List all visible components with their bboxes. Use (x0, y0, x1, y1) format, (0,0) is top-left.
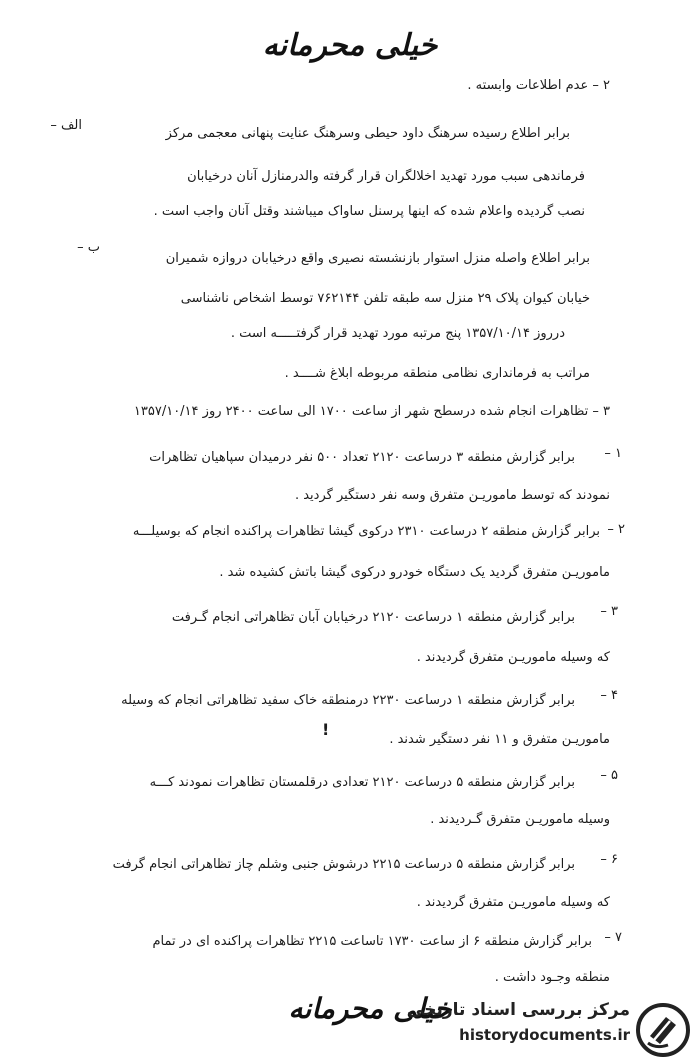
watermark (407, 1000, 630, 1044)
item-marker-2: ۲ – (607, 522, 625, 537)
classification-footer: خیلی محرمانه (288, 992, 452, 1025)
text-line: خیابان کیوان پلاک ۲۹ منزل سه طبقه تلفن ۷۶۲۱۴۴ توسط اشخاص ناشناسی (180, 291, 590, 306)
text-line: برابر گزارش منطقه ۱ درساعت ۲۲۳۰ درمنطقه خاک سفید تظاهراتی انجام که وسیله (121, 693, 575, 708)
text-line: که وسیله ماموریـن متفرق گردیدند . (416, 895, 610, 910)
text-line: برابر گزارش منطقه ۶ از ساعت ۱۷۳۰ تاساعت ۲۲۱۵ تظاهرات پراکنده ای در تمام (152, 934, 592, 949)
handwritten-mark: ! (322, 720, 330, 739)
item-marker-1: ۱ – (604, 446, 622, 461)
item-marker-4: ۴ – (600, 688, 618, 703)
text-line: مراتب به فرمانداری نظامی منطقه مربوطه ابلاغ شــــد . (284, 366, 590, 381)
text-line: نمودند که توسط ماموریـن متفرق وسه نفر دستگیر گردید . (294, 488, 610, 503)
text-line: برابر اطلاع رسیده سرهنگ داود حیطی وسرهنگ عنایت پنهانی معجمی مرکز (165, 126, 570, 141)
text-line: درروز ۱۳۵۷/۱۰/۱۴ پنج مرتبه مورد تهدید قرار گرفتـــــه است . (230, 326, 565, 341)
text-line: وسیله ماموریـن متفرق گـردیدند . (430, 812, 610, 827)
watermark-url: historydocuments.ir (459, 1026, 630, 1044)
section2-heading: ۲ – عدم اطلاعات وابسته . (467, 78, 610, 93)
text-line: برابر گزارش منطقه ۱ درساعت ۲۱۲۰ درخیابان آبان تظاهراتی انجام گـرفت (171, 610, 575, 625)
item-marker-alef: الف – (50, 118, 82, 133)
text-line: برابر اطلاع واصله منزل استوار بازنشسته نصیری واقع درخیابان دروازه شمیران (165, 251, 590, 266)
section3-heading: ۳ – تظاهرات انجام شده درسطح شهر از ساعت ۱۷۰۰ الی ساعت ۲۴۰۰ روز ۱۳۵۷/۱۰/۱۴ (133, 404, 610, 419)
text-line: برابر گزارش منطقه ۵ درساعت ۲۲۱۵ درشوش جنبی وشلم چاز تظاهراتی انجام گرفت (112, 857, 575, 872)
item-marker-7: ۷ – (604, 930, 622, 945)
item-marker-3: ۳ – (600, 604, 618, 619)
item-marker-6: ۶ – (600, 852, 618, 867)
text-line: برابر گزارش منطقه ۲ درساعت ۲۳۱۰ درکوی گیشا تظاهرات پراکنده انجام که بوسیلـــه (132, 524, 600, 539)
text-line: فرماندهی سبب مورد تهدید اخلالگران قرار گرفته والدرمنازل آنان درخیابان (187, 169, 585, 184)
text-line: نصب گردیده واعلام شده که اینها پرسنل ساواک میباشند وقتل آنان واجب است . (153, 204, 585, 219)
text-line: منطقه وجـود داشت . (494, 970, 610, 985)
classification-title: خیلی محرمانه (262, 28, 438, 63)
watermark-logo-icon (636, 1003, 690, 1057)
text-line: برابر گزارش منطقه ۳ درساعت ۲۱۲۰ تعداد ۵۰۰ نفر درمیدان سپاهیان تظاهرات (149, 450, 575, 465)
item-marker-be: ب – (77, 240, 100, 255)
text-line: ماموریـن متفرق گردید یک دستگاه خودرو درکوی گیشا باتش کشیده شد . (219, 565, 610, 580)
text-line: برابر گزارش منطقه ۵ درساعت ۲۱۲۰ تعدادی درقلمستان تظاهرات نمودند کـــه (149, 775, 575, 790)
text-line: ماموریـن متفرق و ۱۱ نفر دستگیر شدند . (389, 732, 610, 747)
watermark-name: مرکز بررسی اسناد تاریخی (407, 1000, 630, 1020)
item-marker-5: ۵ – (600, 768, 618, 783)
text-line: که وسیله ماموریـن متفرق گردیدند . (416, 650, 610, 665)
